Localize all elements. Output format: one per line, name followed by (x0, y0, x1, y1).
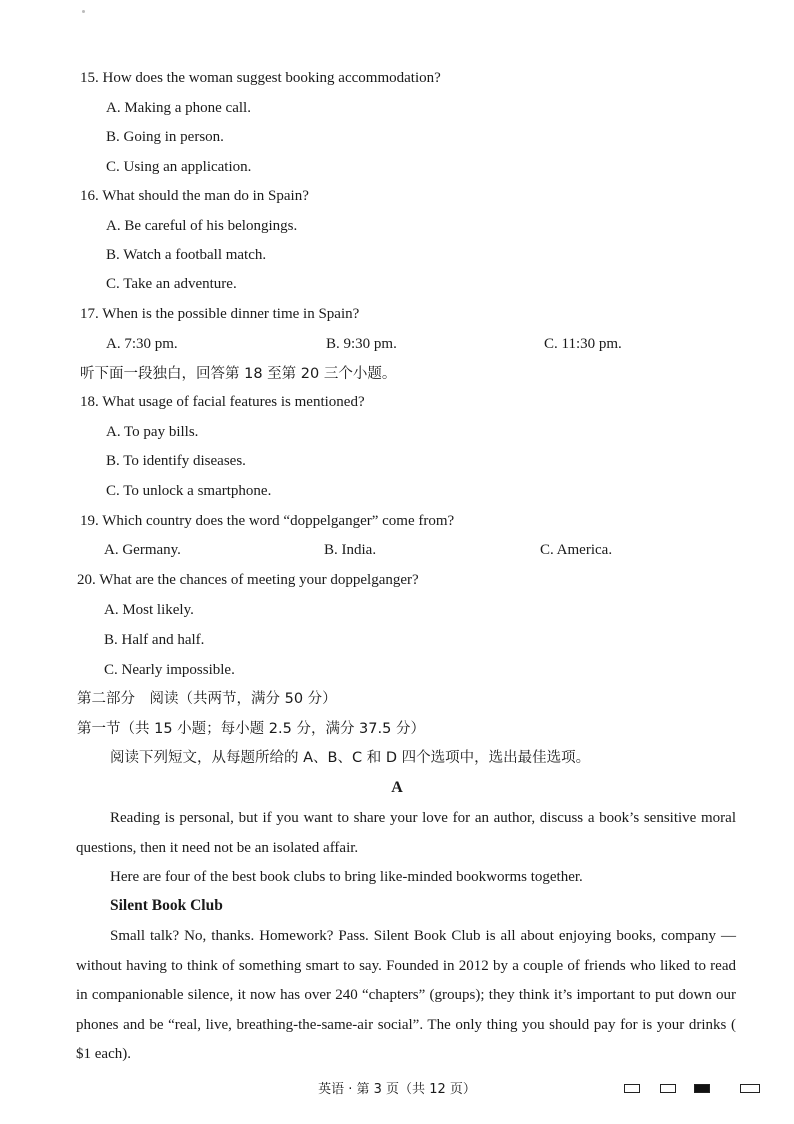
question-18-stem: 18. What usage of facial features is mentioned? (80, 394, 365, 410)
section-1-title: 第一节（共 15 小题；每小题 2.5 分，满分 37.5 分） (77, 721, 425, 737)
registration-mark (740, 1084, 760, 1093)
question-20-option-c: C. Nearly impossible. (104, 662, 235, 678)
question-16-stem: 16. What should the man do in Spain? (80, 188, 309, 204)
question-16-option-a: A. Be careful of his belongings. (106, 218, 298, 234)
question-19-options (0, 540, 794, 560)
registration-mark (660, 1084, 676, 1093)
question-19-option-c: C. America. (540, 542, 613, 558)
question-15-option-a: A. Making a phone call. (106, 100, 251, 116)
question-15-option-c: C. Using an application. (106, 159, 252, 175)
part-2-title: 第二部分 阅读（共两节，满分 50 分） (77, 691, 337, 707)
passage-paragraph-2: Here are four of the best book clubs to bring like-minded bookworms together. (110, 869, 583, 885)
question-19-option-b: B. India. (324, 542, 377, 558)
question-17-stem: 17. When is the possible dinner time in Spain? (80, 306, 360, 322)
question-20-option-b: B. Half and half. (104, 632, 205, 648)
passage-label: A (391, 779, 403, 796)
question-16-option-c: C. Take an adventure. (106, 276, 237, 292)
question-15-option-b: B. Going in person. (106, 129, 224, 145)
question-16-option-b: B. Watch a football match. (106, 247, 267, 263)
question-17-option-a: A. 7:30 pm. (106, 336, 178, 352)
club-1-description: Small talk? No, thanks. Homework? Pass. Silent Book Club is all about enjoying books, company — without having to think of something smart to say. Founded in 2012 by a couple of friends who liked to read in companionable silence, it now has over 240 “chapters” (groups); they think it’s important to put down our phones and be “real, live, breathing-the-same-air social”. The only thing you should pay for is your drinks ( $1 each). (76, 928, 736, 1063)
scan-marks (624, 1082, 764, 1096)
question-18-option-c: C. To unlock a smartphone. (106, 483, 272, 499)
registration-mark-filled (694, 1084, 710, 1093)
listening-instruction: 听下面一段独白，回答第 18 至第 20 三个小题。 (80, 366, 397, 382)
question-18-option-a: A. To pay bills. (106, 424, 199, 440)
question-20-option-a: A. Most likely. (104, 602, 194, 618)
question-18-option-b: B. To identify diseases. (106, 453, 246, 469)
page-footer: 英语 · 第 3 页（共 12 页） (318, 1082, 476, 1097)
reading-instruction: 阅读下列短文，从每题所给的 A、B、C 和 D 四个选项中，选出最佳选项。 (110, 750, 591, 766)
registration-mark (624, 1084, 640, 1093)
question-17-options (0, 334, 794, 354)
question-20-stem: 20. What are the chances of meeting your doppelganger? (77, 572, 419, 588)
question-19-stem: 19. Which country does the word “doppelganger” come from? (80, 513, 455, 529)
question-15-stem: 15. How does the woman suggest booking accommodation? (80, 70, 441, 86)
question-19-option-a: A. Germany. (104, 542, 181, 558)
scan-speck (82, 10, 85, 13)
question-17-option-c: C. 11:30 pm. (544, 336, 622, 352)
question-17-option-b: B. 9:30 pm. (326, 336, 397, 352)
passage-paragraph-1: Reading is personal, but if you want to share your love for an author, discuss a book’s sensitive moral questions, then it need not be an isolated affair. (76, 810, 736, 856)
club-1-title: Silent Book Club (110, 897, 223, 914)
